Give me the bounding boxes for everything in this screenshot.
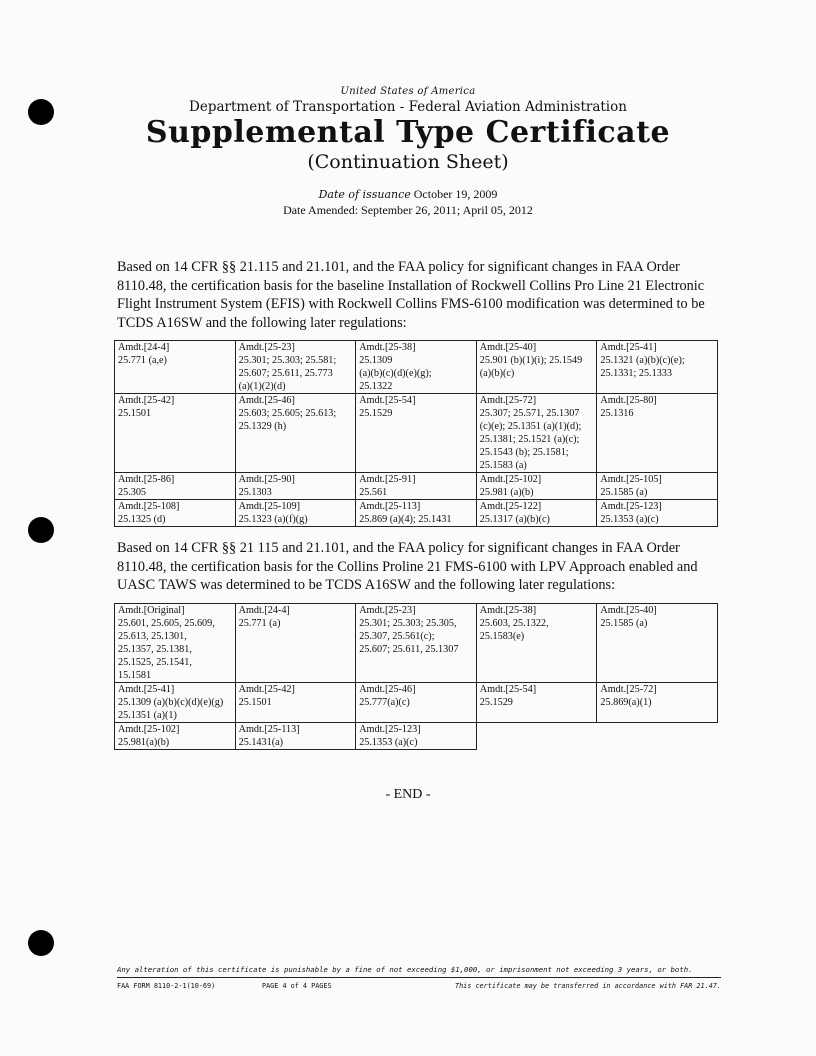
amendment-label: Amdt.[25-41]: [118, 684, 175, 695]
alteration-warning: Any alteration of this certificate is punishable by a fine of not exceeding $1,000, or imprisonment not exceeding 3 years, or both.: [117, 965, 721, 978]
table-cell: [476, 683, 597, 723]
table-cell: [235, 473, 356, 500]
regulation-line: 25.607; 25.611, 25.1307: [359, 644, 459, 655]
regulation-line: 25.1351 (a)(1): [118, 710, 177, 721]
table-cell: [476, 723, 597, 750]
end-marker: - END -: [385, 787, 431, 802]
table-cell: [356, 604, 477, 683]
table-row: [115, 683, 718, 723]
regulation-line: 25.1543 (b); 25.1581;: [479, 447, 569, 458]
regulation-line: 25.777(a)(c): [359, 697, 410, 708]
regulation-line: 25.1525, 25.1541,: [118, 657, 192, 668]
table-cell: [597, 604, 718, 683]
regulation-line: (a)(b)(c)(d)(e)(g);: [359, 368, 432, 379]
table-row: [115, 604, 718, 683]
regulation-line: 25.1585 (a): [600, 618, 648, 629]
table-cell: [115, 723, 236, 750]
regulation-line: 25.1323 (a)(f)(g): [238, 514, 308, 525]
table-row: [115, 394, 718, 473]
regulation-line: 25.603; 25.605; 25.613;: [238, 408, 337, 419]
regulation-line: 25.1329 (h): [238, 421, 287, 432]
amendment-label: Amdt.[25-54]: [359, 395, 416, 406]
transfer-note: This certificate may be transferred in accordance with FAR 21.47.: [455, 982, 721, 990]
table-row: [115, 341, 718, 394]
regulation-line: 25.1317 (a)(b)(c): [479, 514, 550, 525]
regulation-line: 15.1581: [118, 670, 152, 681]
table-cell: [115, 394, 236, 473]
amendment-label: Amdt.[25-54]: [479, 684, 537, 695]
regulation-line: 25.1316: [600, 408, 634, 419]
amendment-label: Amdt.[25-40]: [479, 342, 537, 353]
amendment-label: Amdt.[25-23]: [359, 605, 416, 616]
regulation-line: (a)(b)(c): [479, 368, 515, 379]
regulation-line: 25.771 (a,e): [118, 355, 167, 366]
amendment-label: Amdt.[25-123]: [359, 724, 421, 735]
amendment-label: Amdt.[Original]: [118, 605, 185, 616]
issuance-date: October 19, 2009: [413, 187, 498, 201]
department-line: Department of Transportation - Federal Aviation Administration: [189, 99, 627, 115]
regulation-line: 25.601, 25.605, 25.609,: [118, 618, 215, 629]
binder-hole: [28, 517, 54, 543]
regulation-line: (a)(1)(2)(d): [238, 381, 286, 392]
regulation-line: 25.1321 (a)(b)(c)(e);: [600, 355, 685, 366]
regulation-line: 25.1529: [359, 408, 393, 419]
regulation-line: 25.981 (a)(b): [479, 487, 534, 498]
issuance-line: [0, 187, 816, 202]
amendment-label: Amdt.[25-105]: [600, 474, 662, 485]
regulation-line: 25.869 (a)(4); 25.1431: [359, 514, 452, 525]
amendment-label: Amdt.[25-23]: [238, 342, 295, 353]
regulation-line: 25.981(a)(b): [118, 737, 170, 748]
table-row: [115, 723, 718, 750]
amendment-label: Amdt.[25-42]: [238, 684, 295, 695]
regulation-line: 25.1501: [238, 697, 272, 708]
amendment-label: Amdt.[25-46]: [238, 395, 295, 406]
country-line: United States of America: [340, 86, 476, 97]
table-cell: [235, 683, 356, 723]
table-cell: [356, 473, 477, 500]
regulation-line: 25.1431(a): [238, 737, 284, 748]
amendment-label: Amdt.[25-122]: [479, 501, 542, 512]
amendment-label: Amdt.[25-91]: [359, 474, 416, 485]
table-cell: [115, 473, 236, 500]
regulation-line: 25.1322: [359, 381, 393, 392]
table-row: [115, 473, 718, 500]
table-cell: [356, 394, 477, 473]
table-cell: [597, 723, 718, 750]
amendment-label: Amdt.[25-42]: [118, 395, 175, 406]
page-indicator: PAGE 4 of 4 PAGES: [262, 982, 332, 990]
regulation-line: 25.1353 (a)(c): [600, 514, 659, 525]
table-cell: [476, 500, 597, 527]
certificate-subtitle: (Continuation Sheet): [307, 151, 509, 173]
regulation-line: 25.869(a)(1): [600, 697, 652, 708]
amendment-label: Amdt.[25-46]: [359, 684, 416, 695]
regulation-line: 25.1357, 25.1381,: [118, 644, 192, 655]
amendment-label: Amdt.[25-86]: [118, 474, 175, 485]
table-cell: [115, 683, 236, 723]
regulations-table-1: [114, 340, 718, 527]
certification-basis-paragraph-1: Based on 14 CFR §§ 21.115 and 21.101, and the FAA policy for significant changes in FAA Order 8110.48, the certification basis for the baseline Installation of Rockwell Collins Pro Line 21 Electronic Flight Instrument System (EFIS) with Rockwell Collins FMS-6100 modification was determined to be TCDS A16SW and the following later regulations:: [117, 259, 705, 331]
table-cell: [115, 341, 236, 394]
issuance-label: Date of issuance: [318, 188, 411, 201]
table-cell: [476, 394, 597, 473]
table-cell: [476, 604, 597, 683]
table-cell: [597, 394, 718, 473]
amendment-label: Amdt.[25-90]: [238, 474, 295, 485]
binder-hole: [28, 930, 54, 956]
table-cell: [235, 394, 356, 473]
table-cell: [235, 341, 356, 394]
regulation-line: 25.771 (a): [238, 618, 281, 629]
regulation-line: 25.1585 (a): [600, 487, 648, 498]
regulation-line: 25.561: [359, 487, 388, 498]
regulation-line: 25.301; 25.303; 25.305,: [359, 618, 457, 629]
table-cell: [356, 341, 477, 394]
table-cell: [235, 500, 356, 527]
amendment-label: Amdt.[25-38]: [479, 605, 537, 616]
amendment-label: Amdt.[24-4]: [118, 342, 170, 353]
amendment-label: Amdt.[25-38]: [359, 342, 416, 353]
amendment-label: Amdt.[25-113]: [359, 501, 421, 512]
regulation-line: 25.1325 (d): [118, 514, 166, 525]
regulation-line: 25.613, 25.1301,: [118, 631, 187, 642]
regulation-line: 25.307, 25.561(c);: [359, 631, 435, 642]
table-cell: [356, 500, 477, 527]
table-cell: [476, 473, 597, 500]
regulation-line: 25.901 (b)(1)(i); 25.1549: [479, 355, 583, 366]
table-cell: [597, 341, 718, 394]
table-cell: [597, 683, 718, 723]
certificate-header: [0, 86, 816, 218]
certification-basis-paragraph-2: Based on 14 CFR §§ 21 115 and 21.101, and the FAA policy for significant changes in FAA Order 8110.48, the certification basis for the Collins Proline 21 FMS-6100 with LPV Approach enabled and UASC TAWS was determined to be TCDS A16SW and the following later regulations:: [117, 540, 698, 593]
regulation-line: 25.307; 25.571, 25.1307: [479, 408, 580, 419]
regulation-line: 25.1583 (a): [479, 460, 527, 471]
regulation-line: 25.607; 25.611, 25.773: [238, 368, 333, 379]
table-cell: [476, 341, 597, 394]
table-cell: [115, 500, 236, 527]
amendment-label: Amdt.[25-72]: [600, 684, 657, 695]
regulation-line: 25.305: [118, 487, 147, 498]
table-cell: [115, 604, 236, 683]
regulation-line: 25.1303: [238, 487, 272, 498]
regulation-line: 25.1381; 25.1521 (a)(c);: [479, 434, 580, 445]
regulation-line: 25.1501: [118, 408, 152, 419]
table-cell: [597, 500, 718, 527]
amended-dates: Date Amended: September 26, 2011; April 05, 2012: [283, 203, 533, 217]
table-cell: [235, 723, 356, 750]
regulations-table-2: [114, 603, 718, 750]
regulation-line: 25.1331; 25.1333: [600, 368, 672, 379]
table-cell: [356, 723, 477, 750]
regulation-line: 25.1353 (a)(c): [359, 737, 418, 748]
amendment-label: Amdt.[25-102]: [479, 474, 542, 485]
regulation-line: 25.1309 (a)(b)(c)(d)(e)(g): [118, 697, 224, 708]
amendment-label: Amdt.[25-72]: [479, 395, 537, 406]
amendment-label: Amdt.[25-40]: [600, 605, 657, 616]
regulation-line: 25.603, 25.1322,: [479, 618, 549, 629]
amendment-label: Amdt.[25-108]: [118, 501, 180, 512]
amendment-label: Amdt.[25-123]: [600, 501, 662, 512]
regulation-line: (c)(e); 25.1351 (a)(1)(d);: [479, 421, 582, 432]
regulation-line: 25.1529: [479, 697, 513, 708]
form-number: FAA FORM 8110-2-1(10-69): [117, 982, 216, 990]
form-footer: [117, 982, 721, 990]
amendment-label: Amdt.[25-109]: [238, 501, 300, 512]
amendment-label: Amdt.[25-113]: [238, 724, 300, 735]
amendment-label: Amdt.[24-4]: [238, 605, 290, 616]
amendment-label: Amdt.[25-102]: [118, 724, 180, 735]
table-cell: [597, 473, 718, 500]
table-cell: [235, 604, 356, 683]
amendment-label: Amdt.[25-41]: [600, 342, 657, 353]
regulation-line: 25.1583(e): [479, 631, 525, 642]
regulation-line: 25.1309: [359, 355, 393, 366]
table-cell: [356, 683, 477, 723]
certificate-title: Supplemental Type Certificate: [145, 115, 671, 150]
regulation-line: 25.301; 25.303; 25.581;: [238, 355, 337, 366]
table-row: [115, 500, 718, 527]
amendment-label: Amdt.[25-80]: [600, 395, 657, 406]
